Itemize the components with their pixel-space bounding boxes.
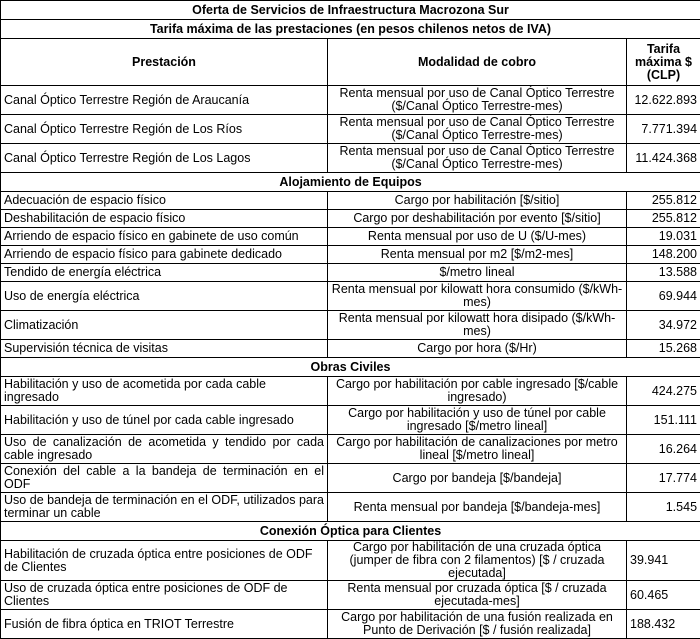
header-modalidad: Modalidad de cobro [328, 39, 627, 86]
modalidad-cell: Cargo por habilitación y uso de túnel por cable ingresado [$/metro lineal] [328, 406, 627, 435]
prestacion-cell: Supervisión técnica de visitas [1, 340, 328, 358]
modalidad-cell: Renta mensual por uso de U ($/U-mes) [328, 228, 627, 246]
tarifa-cell: 60.465 [627, 581, 700, 610]
tarifa-cell: 12.622.893 [627, 86, 700, 115]
prestacion-cell: Habilitación de cruzada óptica entre posiciones de ODF de Clientes [1, 541, 328, 581]
modalidad-cell: Renta mensual por kilowatt hora consumido ($/kWh-mes) [328, 282, 627, 311]
modalidad-cell: $/metro lineal [328, 264, 627, 282]
tarifa-cell: 13.588 [627, 264, 700, 282]
prestacion-cell: Arriendo de espacio físico para gabinete dedicado [1, 246, 328, 264]
table-row [1, 406, 700, 435]
prestacion-cell: Uso de bandeja de terminación en el ODF, utilizados para terminar un cable [1, 493, 328, 522]
modalidad-cell: Cargo por habilitación de una fusión realizada en Punto de Derivación [$ / fusión realizada] [328, 610, 627, 639]
tarifa-cell: 34.972 [627, 311, 700, 340]
table-subtitle: Tarifa máxima de las prestaciones (en pesos chilenos netos de IVA) [1, 20, 700, 39]
prestacion-cell: Uso de energía eléctrica [1, 282, 328, 311]
tarifa-cell: 188.432 [627, 610, 700, 639]
prestacion-cell: Adecuación de espacio físico [1, 192, 328, 210]
modalidad-cell: Cargo por habilitación [$/sitio] [328, 192, 627, 210]
modalidad-cell: Renta mensual por uso de Canal Óptico Terrestre ($/Canal Óptico Terrestre-mes) [328, 86, 627, 115]
tarifa-cell: 19.031 [627, 228, 700, 246]
table-row [1, 581, 700, 610]
prestacion-cell: Canal Óptico Terrestre Región de Los Ríos [1, 115, 328, 144]
tarifa-cell: 39.941 [627, 541, 700, 581]
tarifa-cell: 1.545 [627, 493, 700, 522]
table-row [1, 264, 700, 282]
section-row [1, 173, 700, 192]
header-row [1, 39, 700, 86]
prestacion-cell: Canal Óptico Terrestre Región de Los Lagos [1, 144, 328, 173]
tarifa-cell: 151.111 [627, 406, 700, 435]
modalidad-cell: Cargo por habilitación de una cruzada óptica (jumper de fibra con 2 filamentos) [$ / cruzada ejecutada] [328, 541, 627, 581]
tarifa-cell: 17.774 [627, 464, 700, 493]
prestacion-cell: Fusión de fibra óptica en TRIOT Terrestre [1, 610, 328, 639]
header-prestacion: Prestación [1, 39, 328, 86]
tarifa-cell: 16.264 [627, 435, 700, 464]
tarifa-cell: 255.812 [627, 210, 700, 228]
modalidad-cell: Renta mensual por kilowatt hora disipado ($/kWh-mes) [328, 311, 627, 340]
modalidad-cell: Cargo por habilitación por cable ingresado [$/cable ingresado) [328, 377, 627, 406]
modalidad-cell: Cargo por hora ($/Hr) [328, 340, 627, 358]
prestacion-cell: Deshabilitación de espacio físico [1, 210, 328, 228]
prestacion-cell: Uso de cruzada óptica entre posiciones de ODF de Clientes [1, 581, 328, 610]
prestacion-cell: Arriendo de espacio físico en gabinete de uso común [1, 228, 328, 246]
modalidad-cell: Renta mensual por uso de Canal Óptico Terrestre ($/Canal Óptico Terrestre-mes) [328, 115, 627, 144]
table-row [1, 144, 700, 173]
prestacion-cell: Canal Óptico Terrestre Región de Araucanía [1, 86, 328, 115]
prestacion-cell: Climatización [1, 311, 328, 340]
table-row [1, 464, 700, 493]
tarifa-cell: 424.275 [627, 377, 700, 406]
tarifa-cell: 7.771.394 [627, 115, 700, 144]
modalidad-cell: Renta mensual por uso de Canal Óptico Terrestre ($/Canal Óptico Terrestre-mes) [328, 144, 627, 173]
table-row [1, 86, 700, 115]
tarifa-cell: 69.944 [627, 282, 700, 311]
table-title: Oferta de Servicios de Infraestructura Macrozona Sur [1, 1, 700, 20]
prestacion-cell: Habilitación y uso de acometida por cada cable ingresado [1, 377, 328, 406]
modalidad-cell: Cargo por habilitación de canalizaciones por metro lineal [$/metro lineal] [328, 435, 627, 464]
header-tarifa: Tarifa máxima $ (CLP) [627, 39, 700, 86]
prestacion-cell: Habilitación y uso de túnel por cada cable ingresado [1, 406, 328, 435]
table-row [1, 610, 700, 639]
table-row [1, 541, 700, 581]
modalidad-cell: Cargo por deshabilitación por evento [$/sitio] [328, 210, 627, 228]
table-row [1, 228, 700, 246]
section-obras: Obras Civiles [1, 358, 700, 377]
table-row [1, 311, 700, 340]
table-row [1, 246, 700, 264]
prestacion-cell: Conexión del cable a la bandeja de terminación en el ODF [1, 464, 328, 493]
modalidad-cell: Cargo por bandeja [$/bandeja] [328, 464, 627, 493]
tarifa-cell: 11.424.368 [627, 144, 700, 173]
section-row [1, 358, 700, 377]
table-row [1, 282, 700, 311]
tarifa-cell: 148.200 [627, 246, 700, 264]
tarifa-cell: 255.812 [627, 192, 700, 210]
table-row [1, 435, 700, 464]
subtitle-row [1, 20, 700, 39]
table-row [1, 115, 700, 144]
prestacion-cell: Uso de canalización de acometida y tendido por cada cable ingresado [1, 435, 328, 464]
table-row [1, 210, 700, 228]
modalidad-cell: Renta mensual por m2 [$/m2-mes] [328, 246, 627, 264]
modalidad-cell: Renta mensual por cruzada óptica [$ / cruzada ejecutada-mes] [328, 581, 627, 610]
table-row [1, 340, 700, 358]
modalidad-cell: Renta mensual por bandeja [$/bandeja-mes] [328, 493, 627, 522]
tarifa-cell: 15.268 [627, 340, 700, 358]
section-alojamiento: Alojamiento de Equipos [1, 173, 700, 192]
table-row [1, 377, 700, 406]
prestacion-cell: Tendido de energía eléctrica [1, 264, 328, 282]
table-row [1, 192, 700, 210]
table-row [1, 493, 700, 522]
title-row [1, 1, 700, 20]
section-row [1, 522, 700, 541]
section-conexion: Conexión Óptica para Clientes [1, 522, 700, 541]
